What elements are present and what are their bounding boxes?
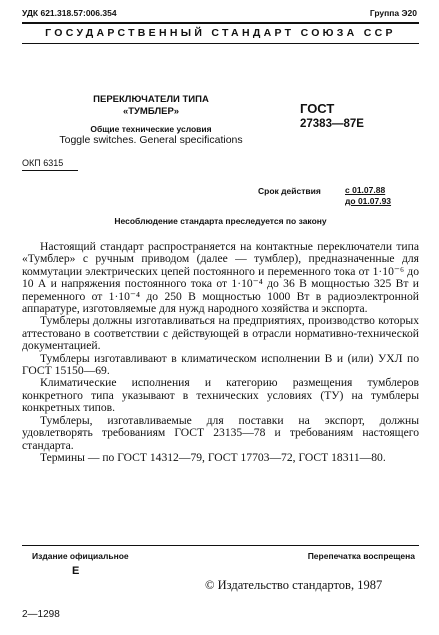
udk-code: УДК 621.318.57:006.354 — [22, 8, 117, 18]
gost-label: ГОСТ — [300, 101, 335, 116]
paragraph-scope: Настоящий стандарт распространяется на контактные переключатели типа «Тумблер» с ручным приводом (далее — тумблер), предназначенные для коммутации электрических цепей постоянного и переменного тока от 1·10⁻⁶ до 10 А и напряжения постоянного тока от 1·10⁻⁴ до 36 В мощностью 325 Вт и переменного от 1·10⁻⁴ до 250 В мощностью 1000 Вт в радиоэлектронной аппаратуре, изготовляемые для нужд народного хозяйства и экспорта. — [22, 240, 419, 316]
paragraph-manufacturing: Тумблеры должны изготавливаться на предприятиях, производство которых аттестовано в соответствии с действующей в отрасли нормативно-технической документацией. — [22, 314, 419, 353]
subtitle-russian: Общие технические условия — [90, 124, 212, 134]
group-code: Группа Э20 — [369, 8, 417, 18]
paragraph-export: Тумблеры, изготавливаемые для поставки на экспорт, должны удовлетворять требованиям ГОСТ 23135—78 и требованиям настоящего стандарта. — [22, 413, 419, 452]
edition-letter: E — [72, 565, 80, 577]
header-bottom-rule — [22, 43, 419, 44]
title-line-1: ПЕРЕКЛЮЧАТЕЛИ ТИПА — [93, 94, 209, 105]
paragraph-terms: Термины — по ГОСТ 14312—79, ГОСТ 17703—72, ГОСТ 18311—80. — [40, 450, 386, 464]
footer-rule — [22, 545, 419, 546]
okp-code: ОКП 6315 — [22, 158, 64, 168]
header-top-rule — [22, 22, 419, 24]
reprint-notice: Перепечатка воспрещена — [307, 551, 415, 561]
title-line-2: «ТУМБЛЕР» — [122, 106, 180, 117]
validity-label: Срок действия — [258, 186, 321, 196]
validity-from: с 01.07.88 — [345, 185, 386, 195]
okp-underline — [22, 170, 78, 171]
paragraph-climatic: Тумблеры изготавливают в климатическом исполнении В и (или) УХЛ по ГОСТ 15150—69. — [22, 351, 419, 378]
body-text — [22, 241, 419, 464]
copyright-line: © Издательство стандартов, 1987 — [205, 578, 383, 592]
document-title — [22, 94, 280, 118]
legal-notice: Несоблюдение стандарта преследуется по закону — [114, 216, 327, 226]
subtitle-english: Toggle switches. General specifications — [59, 134, 243, 146]
standard-title-line: ГОСУДАРСТВЕННЫЙ СТАНДАРТ СОЮЗА ССР — [45, 27, 396, 39]
official-edition: Издание официальное — [32, 551, 129, 561]
print-code: 2—1298 — [22, 609, 60, 620]
gost-number: 27383—87Е — [300, 118, 364, 130]
validity-to: до 01.07.93 — [345, 196, 392, 206]
paragraph-placement: Климатические исполнения и категорию размещения тумблеров конкретного типа указывают в технических условиях (ТУ) на тумблеры конкретных типов. — [22, 376, 419, 415]
